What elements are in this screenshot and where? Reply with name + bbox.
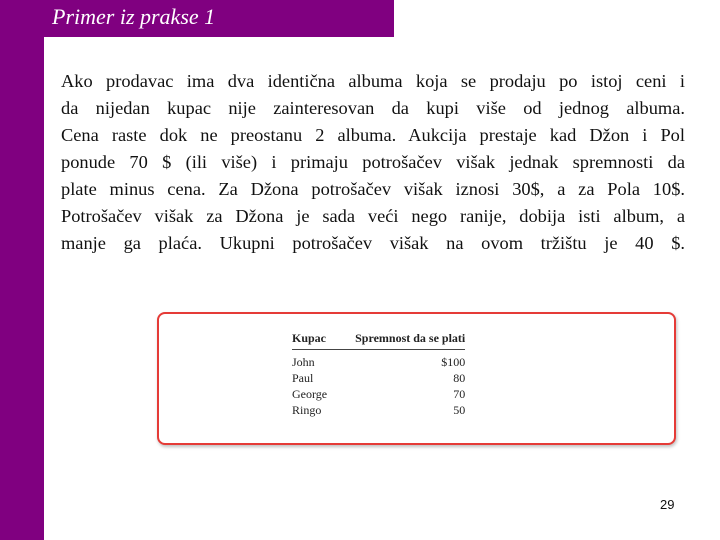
title-bar xyxy=(0,0,394,37)
table-header-row xyxy=(292,331,465,350)
slide-title: Primer iz prakse 1 xyxy=(52,4,216,29)
buyer-name: Paul xyxy=(292,371,314,385)
willingness-value: 80 xyxy=(453,371,466,385)
body-line: Potrošačev višak za Džona je sada veći nego ranije, dobija isti album, a xyxy=(61,206,685,226)
buyer-name: George xyxy=(292,387,328,401)
willingness-value: 50 xyxy=(453,403,466,417)
table-row xyxy=(292,350,465,371)
buyer-name: John xyxy=(292,355,315,369)
body-line: ponude 70 $ (ili više) i primaju potrošačev višak jednak spremnosti da xyxy=(61,152,685,172)
willingness-value: $100 xyxy=(441,355,466,369)
willingness-to-pay-table-box xyxy=(157,312,676,445)
table-row xyxy=(292,370,465,386)
body-line: Cena raste dok ne preostanu 2 albuma. Aukcija prestaje kad Džon i Pol xyxy=(61,125,685,145)
left-accent-bar xyxy=(0,0,44,540)
body-line: manje ga plaća. Ukupni potrošačev višak na ovom tržištu je 40 $. xyxy=(61,233,685,253)
column-header-willingness: Spremnost da se plati xyxy=(327,331,465,350)
willingness-value: 70 xyxy=(453,387,466,401)
slide-body-text xyxy=(61,68,685,257)
willingness-to-pay-table xyxy=(292,331,465,418)
body-line: Ako prodavac ima dva identična albuma koja se prodaju po istoj ceni i xyxy=(61,71,685,91)
buyer-name: Ringo xyxy=(292,403,322,417)
body-line: da nijedan kupac nije zainteresovan da kupi više od jednog albuma. xyxy=(61,98,685,118)
body-line: plate minus cena. Za Džona potrošačev višak iznosi 30$, a za Pola 10$. xyxy=(61,179,685,199)
table-row xyxy=(292,386,465,402)
page-number: 29 xyxy=(660,497,675,512)
table-row xyxy=(292,402,465,418)
column-header-buyer: Kupac xyxy=(292,331,327,350)
